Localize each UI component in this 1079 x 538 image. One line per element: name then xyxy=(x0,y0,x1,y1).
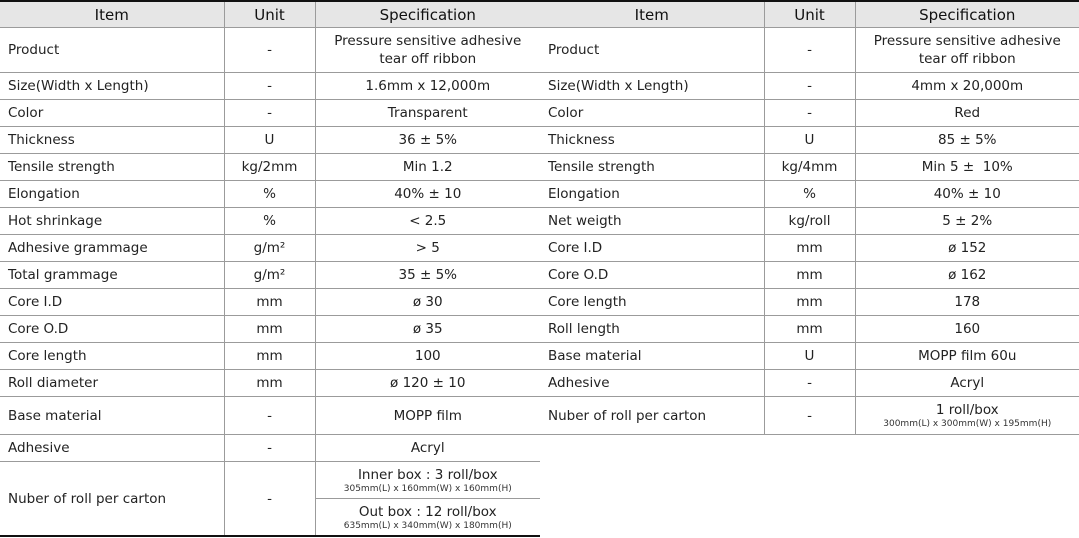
table-row xyxy=(0,397,540,435)
header-unit: Unit xyxy=(224,1,315,28)
item-cell: Roll diameter xyxy=(0,370,224,397)
item-cell: Core I.D xyxy=(540,235,764,262)
outer-box-spec xyxy=(316,498,541,535)
spec-cell: ø 120 ± 10 xyxy=(315,370,540,397)
item-cell: Size(Width x Length) xyxy=(540,73,764,100)
spec-cell: Acryl xyxy=(315,435,540,462)
spec-cell: ø 35 xyxy=(315,316,540,343)
item-cell: Color xyxy=(540,100,764,127)
spec-table-left xyxy=(0,0,540,537)
unit-cell: U xyxy=(764,343,855,370)
item-cell: Elongation xyxy=(540,181,764,208)
table-row xyxy=(540,100,1079,127)
item-cell: Color xyxy=(0,100,224,127)
spec-cell: 100 xyxy=(315,343,540,370)
table-row xyxy=(0,235,540,262)
header-specification: Specification xyxy=(855,1,1079,28)
header-item: Item xyxy=(0,1,224,28)
item-cell: Base material xyxy=(0,397,224,435)
item-cell: Total grammage xyxy=(0,262,224,289)
item-cell: Product xyxy=(0,28,224,73)
table-row xyxy=(540,154,1079,181)
spec-cell xyxy=(855,28,1079,73)
unit-cell: kg/roll xyxy=(764,208,855,235)
spec-line: tear off ribbon xyxy=(918,51,1016,67)
outer-box-main: Out box : 12 roll/box xyxy=(358,503,497,520)
unit-cell: U xyxy=(224,127,315,154)
unit-cell: - xyxy=(764,28,855,73)
unit-cell: % xyxy=(764,181,855,208)
table-row xyxy=(0,289,540,316)
unit-cell: - xyxy=(224,397,315,435)
table-row xyxy=(0,343,540,370)
item-cell: Core I.D xyxy=(0,289,224,316)
table-row xyxy=(540,235,1079,262)
spec-cell: 5 ± 2% xyxy=(855,208,1079,235)
spec-line: tear off ribbon xyxy=(379,51,477,67)
outer-box-dimensions: 635mm(L) x 340mm(W) x 180mm(H) xyxy=(343,520,512,531)
spec-cell: 85 ± 5% xyxy=(855,127,1079,154)
item-cell: Adhesive grammage xyxy=(0,235,224,262)
table-row xyxy=(0,262,540,289)
spec-cell: ø 152 xyxy=(855,235,1079,262)
spec-cell: 178 xyxy=(855,289,1079,316)
header-unit: Unit xyxy=(764,1,855,28)
unit-cell: - xyxy=(224,462,315,537)
unit-cell: - xyxy=(764,397,855,435)
spec-cell: 1.6mm x 12,000m xyxy=(315,73,540,100)
table-row xyxy=(540,208,1079,235)
table-row xyxy=(540,343,1079,370)
inner-box-dimensions: 305mm(L) x 160mm(W) x 160mm(H) xyxy=(343,483,512,494)
unit-cell: g/m² xyxy=(224,262,315,289)
header-specification: Specification xyxy=(315,1,540,28)
header-row xyxy=(0,1,540,28)
table-row xyxy=(540,262,1079,289)
spec-table-right xyxy=(540,0,1079,435)
unit-cell: g/m² xyxy=(224,235,315,262)
item-cell: Core length xyxy=(0,343,224,370)
spec-cell: 35 ± 5% xyxy=(315,262,540,289)
item-cell: Thickness xyxy=(540,127,764,154)
spec-cell: 40% ± 10 xyxy=(855,181,1079,208)
unit-cell: - xyxy=(764,100,855,127)
table-row xyxy=(540,370,1079,397)
unit-cell: mm xyxy=(224,316,315,343)
table-row xyxy=(540,127,1079,154)
inner-box-spec xyxy=(316,462,541,498)
spec-line: Pressure sensitive adhesive xyxy=(334,33,522,49)
spec-cell: 160 xyxy=(855,316,1079,343)
item-cell: Nuber of roll per carton xyxy=(0,462,224,537)
spec-cell: 36 ± 5% xyxy=(315,127,540,154)
spec-cell xyxy=(315,28,540,73)
spec-cell: ø 162 xyxy=(855,262,1079,289)
table-row xyxy=(0,28,540,73)
spec-cell: Acryl xyxy=(855,370,1079,397)
unit-cell: - xyxy=(224,435,315,462)
spec-cell xyxy=(315,462,540,537)
item-cell: Core length xyxy=(540,289,764,316)
table-row xyxy=(0,154,540,181)
unit-cell: % xyxy=(224,208,315,235)
item-cell: Adhesive xyxy=(0,435,224,462)
spec-cell: Min 1.2 xyxy=(315,154,540,181)
unit-cell: - xyxy=(224,100,315,127)
item-cell: Tensile strength xyxy=(540,154,764,181)
box-spec-main: 1 roll/box xyxy=(935,402,999,418)
table-row xyxy=(0,127,540,154)
table-row xyxy=(540,397,1079,435)
header-row xyxy=(540,1,1079,28)
table-row xyxy=(0,100,540,127)
item-cell: Size(Width x Length) xyxy=(0,73,224,100)
item-cell: Hot shrinkage xyxy=(0,208,224,235)
item-cell: Product xyxy=(540,28,764,73)
table-row xyxy=(0,462,540,537)
table-row xyxy=(540,181,1079,208)
table-row xyxy=(0,181,540,208)
box-dimensions: 300mm(L) x 300mm(W) x 195mm(H) xyxy=(883,419,1052,429)
item-cell: Net weigth xyxy=(540,208,764,235)
table-row xyxy=(0,208,540,235)
item-cell: Core O.D xyxy=(0,316,224,343)
spec-cell: Min 5 ± 10% xyxy=(855,154,1079,181)
unit-cell: kg/4mm xyxy=(764,154,855,181)
spec-cell: MOPP film xyxy=(315,397,540,435)
item-cell: Tensile strength xyxy=(0,154,224,181)
unit-cell: mm xyxy=(224,289,315,316)
table-row xyxy=(540,73,1079,100)
item-cell: Nuber of roll per carton xyxy=(540,397,764,435)
item-cell: Thickness xyxy=(0,127,224,154)
unit-cell: mm xyxy=(764,262,855,289)
item-cell: Roll length xyxy=(540,316,764,343)
table-row xyxy=(540,289,1079,316)
table-row xyxy=(540,316,1079,343)
spec-cell: < 2.5 xyxy=(315,208,540,235)
spec-cell: > 5 xyxy=(315,235,540,262)
unit-cell: - xyxy=(764,370,855,397)
spec-cell xyxy=(855,397,1079,435)
spec-cell: ø 30 xyxy=(315,289,540,316)
table-row xyxy=(0,316,540,343)
item-cell: Elongation xyxy=(0,181,224,208)
item-cell: Base material xyxy=(540,343,764,370)
spec-cell: MOPP film 60u xyxy=(855,343,1079,370)
header-item: Item xyxy=(540,1,764,28)
table-row xyxy=(0,435,540,462)
unit-cell: - xyxy=(224,28,315,73)
spec-cell: 4mm x 20,000m xyxy=(855,73,1079,100)
inner-box-main: Inner box : 3 roll/box xyxy=(357,466,498,483)
unit-cell: - xyxy=(224,73,315,100)
unit-cell: mm xyxy=(764,235,855,262)
unit-cell: kg/2mm xyxy=(224,154,315,181)
table-row xyxy=(540,28,1079,73)
unit-cell: mm xyxy=(224,343,315,370)
unit-cell: mm xyxy=(764,289,855,316)
spec-cell: 40% ± 10 xyxy=(315,181,540,208)
table-row xyxy=(0,73,540,100)
spec-line: Pressure sensitive adhesive xyxy=(873,33,1061,49)
item-cell: Adhesive xyxy=(540,370,764,397)
table-row xyxy=(0,370,540,397)
unit-cell: U xyxy=(764,127,855,154)
unit-cell: % xyxy=(224,181,315,208)
item-cell: Core O.D xyxy=(540,262,764,289)
unit-cell: mm xyxy=(764,316,855,343)
unit-cell: - xyxy=(764,73,855,100)
spec-cell: Red xyxy=(855,100,1079,127)
spec-cell: Transparent xyxy=(315,100,540,127)
unit-cell: mm xyxy=(224,370,315,397)
